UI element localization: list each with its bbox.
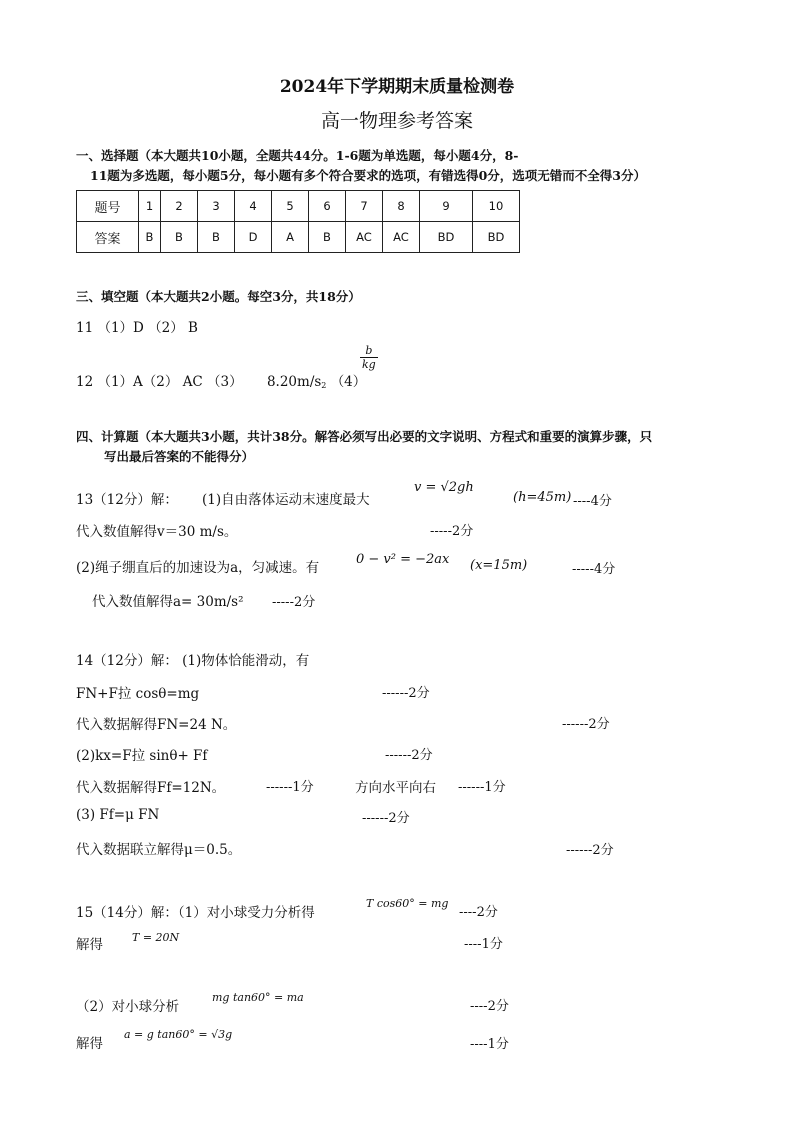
- table-cell: B: [309, 222, 346, 253]
- section1-heading-line1: 一、选择题（本大题共10小题，全题共44分。1-6题为单选题，每小题4分，8-: [76, 148, 519, 163]
- q13-condition-1: (h=45m): [513, 490, 572, 505]
- section3-heading: 三、填空题（本大题共2小题。每空3分，共18分）: [76, 289, 361, 304]
- table-cell: 10: [473, 191, 520, 222]
- q13-score-4: -----2分: [272, 595, 316, 610]
- q14-direction: 方向水平向右: [355, 780, 436, 796]
- table-cell: B: [198, 222, 235, 253]
- fraction-denominator: kg: [362, 358, 376, 371]
- q14-score-2: ------2分: [382, 686, 430, 701]
- table-cell: 9: [420, 191, 473, 222]
- q12-value: 8.20m/s: [266, 374, 322, 390]
- q15-score-4: ----1分: [470, 1037, 509, 1052]
- q14-line3: 代入数据解得FN=24 N。: [76, 717, 237, 733]
- page-title: 2024年下学期期末质量检测卷: [279, 77, 515, 97]
- table-cell: B: [139, 222, 161, 253]
- page-subtitle: 高一物理参考答案: [320, 110, 473, 132]
- q15-score-3: ----2分: [470, 999, 509, 1014]
- q13-formula-2: 0 − v² = −2ax: [356, 552, 450, 567]
- q13-line2: 代入数值解得v＝30 m/s。: [76, 524, 238, 540]
- table-row-answers: [77, 222, 520, 253]
- q13-label: 13（12分）解：: [76, 492, 178, 508]
- q12-part4: （4）: [330, 374, 367, 390]
- q13-formula-1: v = √2gh: [414, 480, 474, 495]
- q13-line3: (2)绳子绷直后的加速设为a，匀减速。有: [76, 560, 320, 576]
- table-cell-label: 题号: [77, 191, 139, 222]
- q12-answer: [76, 370, 366, 390]
- q14-score-6: ------2分: [362, 811, 410, 826]
- q13-score-2: -----2分: [430, 524, 474, 539]
- table-cell: BD: [420, 222, 473, 253]
- section4-heading-line2: 写出最后答案的不能得分）: [104, 449, 255, 464]
- table-cell-label: 答案: [77, 222, 139, 253]
- q13-condition-2: (x=15m): [470, 558, 528, 573]
- table-cell: AC: [346, 222, 383, 253]
- q14-line6: (3) Ff=μ FN: [76, 807, 160, 823]
- q14-line5: 代入数据解得Ff=12N。: [76, 780, 226, 796]
- table-cell: 8: [383, 191, 420, 222]
- q11-answer: 11 （1）D （2） B: [76, 320, 198, 336]
- q15-score-2: ----1分: [464, 937, 503, 952]
- q14-score-7: ------2分: [566, 843, 614, 858]
- q15-line2: 解得: [76, 937, 103, 953]
- table-cell: 3: [198, 191, 235, 222]
- q15-line1: 15（14分）解：（1）对小球受力分析得: [76, 905, 315, 921]
- q14-score-dir: ------1分: [458, 780, 506, 795]
- q15-line4: 解得: [76, 1036, 103, 1052]
- q15-line3: （2）对小球分析: [76, 999, 180, 1015]
- q15-formula-1: T cos60° = mg: [366, 897, 449, 910]
- section4-heading-line1: 四、计算题（本大题共3小题，共计38分。解答必须写出必要的文字说明、方程式和重要的演算步骤，只: [76, 429, 653, 444]
- table-cell: 2: [161, 191, 198, 222]
- q14-line1: 14（12分）解： (1)物体恰能滑动，有: [76, 653, 310, 669]
- q15-formula-4: a = g tan60° = √3g: [124, 1028, 233, 1041]
- q13-line4: 代入数值解得a= 30m/s²: [92, 594, 244, 610]
- q14-line4: (2)kx=F拉 sinθ+ Ff: [76, 748, 208, 764]
- q14-line7: 代入数据联立解得μ＝0.5。: [76, 842, 242, 858]
- answer-table: [76, 190, 520, 253]
- q14-score-4: ------2分: [385, 748, 433, 763]
- table-cell: 4: [235, 191, 272, 222]
- table-row-numbers: [77, 191, 520, 222]
- table-cell: B: [161, 222, 198, 253]
- q15-formula-3: mg tan60° = ma: [212, 991, 304, 1004]
- q14-score-3: ------2分: [562, 717, 610, 732]
- fraction-numerator: b: [365, 344, 373, 357]
- q12-fraction: [360, 344, 378, 371]
- table-cell: A: [272, 222, 309, 253]
- q12-text: 12 （1）A（2） AC （3）: [76, 374, 243, 390]
- table-cell: 1: [139, 191, 161, 222]
- table-cell: BD: [473, 222, 520, 253]
- table-cell: 5: [272, 191, 309, 222]
- q13-score-1: ----4分: [573, 494, 612, 509]
- table-cell: 7: [346, 191, 383, 222]
- q14-score-5: ------1分: [266, 780, 314, 795]
- q15-score-1: ----2分: [459, 905, 498, 920]
- q13-score-3: -----4分: [572, 562, 616, 577]
- q15-formula-2: T = 20N: [132, 931, 180, 944]
- q14-line2: FN+F拉 cosθ=mg: [76, 686, 200, 702]
- table-cell: 6: [309, 191, 346, 222]
- q12-exponent: 2: [321, 381, 327, 390]
- table-cell: D: [235, 222, 272, 253]
- table-cell: AC: [383, 222, 420, 253]
- q13-part1: (1)自由落体运动末速度最大: [202, 492, 370, 508]
- section1-heading-line2: 11题为多选题，每小题5分，每小题有多个符合要求的选项，有错选得0分，选项无错而不全得3分）: [90, 168, 646, 183]
